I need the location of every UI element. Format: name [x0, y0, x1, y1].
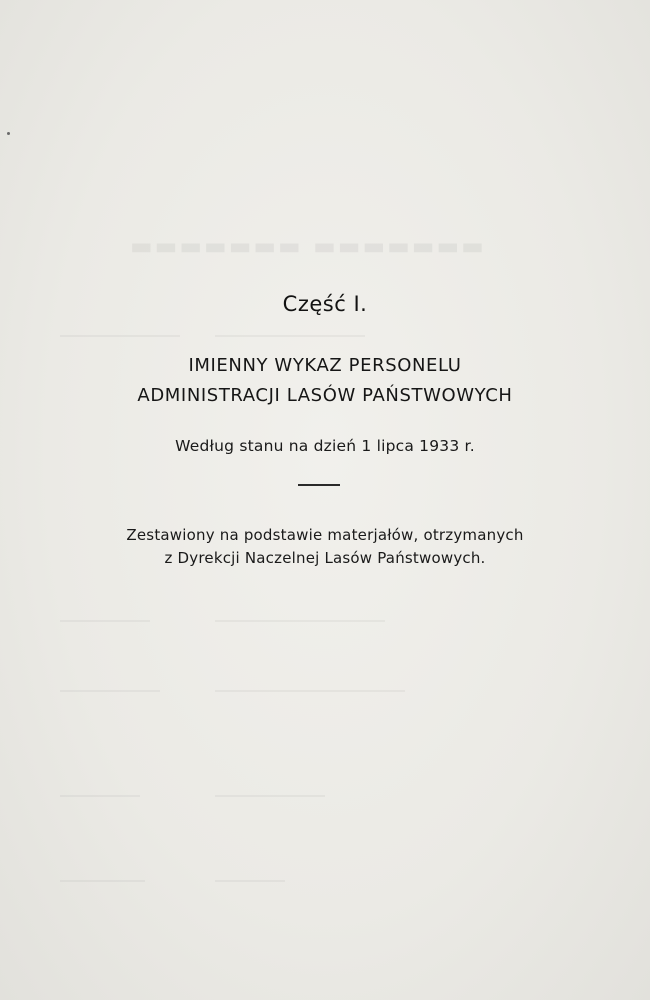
bleed-through-line — [60, 795, 140, 797]
part-title: Część I. — [282, 292, 368, 316]
bleed-through-line — [60, 690, 160, 692]
bleed-through-line — [215, 880, 285, 882]
source-line-1: Zestawiony na podstawie materjałów, otrzymanych — [126, 526, 524, 544]
divider-rule — [298, 484, 340, 486]
bleed-through-line — [215, 690, 405, 692]
bleed-through-line — [60, 620, 150, 622]
paper-speck — [7, 132, 10, 135]
title-line-1: IMIENNY WYKAZ PERSONELU — [188, 355, 462, 376]
bleed-through-line — [60, 335, 180, 337]
bleed-through-line — [215, 620, 385, 622]
title-line-2: ADMINISTRACJI LASÓW PAŃSTWOWYCH — [137, 385, 513, 406]
source-line-2: z Dyrekcji Naczelnej Lasów Państwowych. — [164, 549, 486, 567]
date-line: Według stanu na dzień 1 lipca 1933 r. — [175, 437, 475, 455]
bleed-through-line — [60, 880, 145, 882]
bleed-through-line — [215, 335, 365, 337]
bleed-through-line — [215, 795, 325, 797]
bleed-through-texture: ▬▬▬▬▬▬▬ ▬▬▬▬▬▬▬ — [130, 232, 486, 260]
